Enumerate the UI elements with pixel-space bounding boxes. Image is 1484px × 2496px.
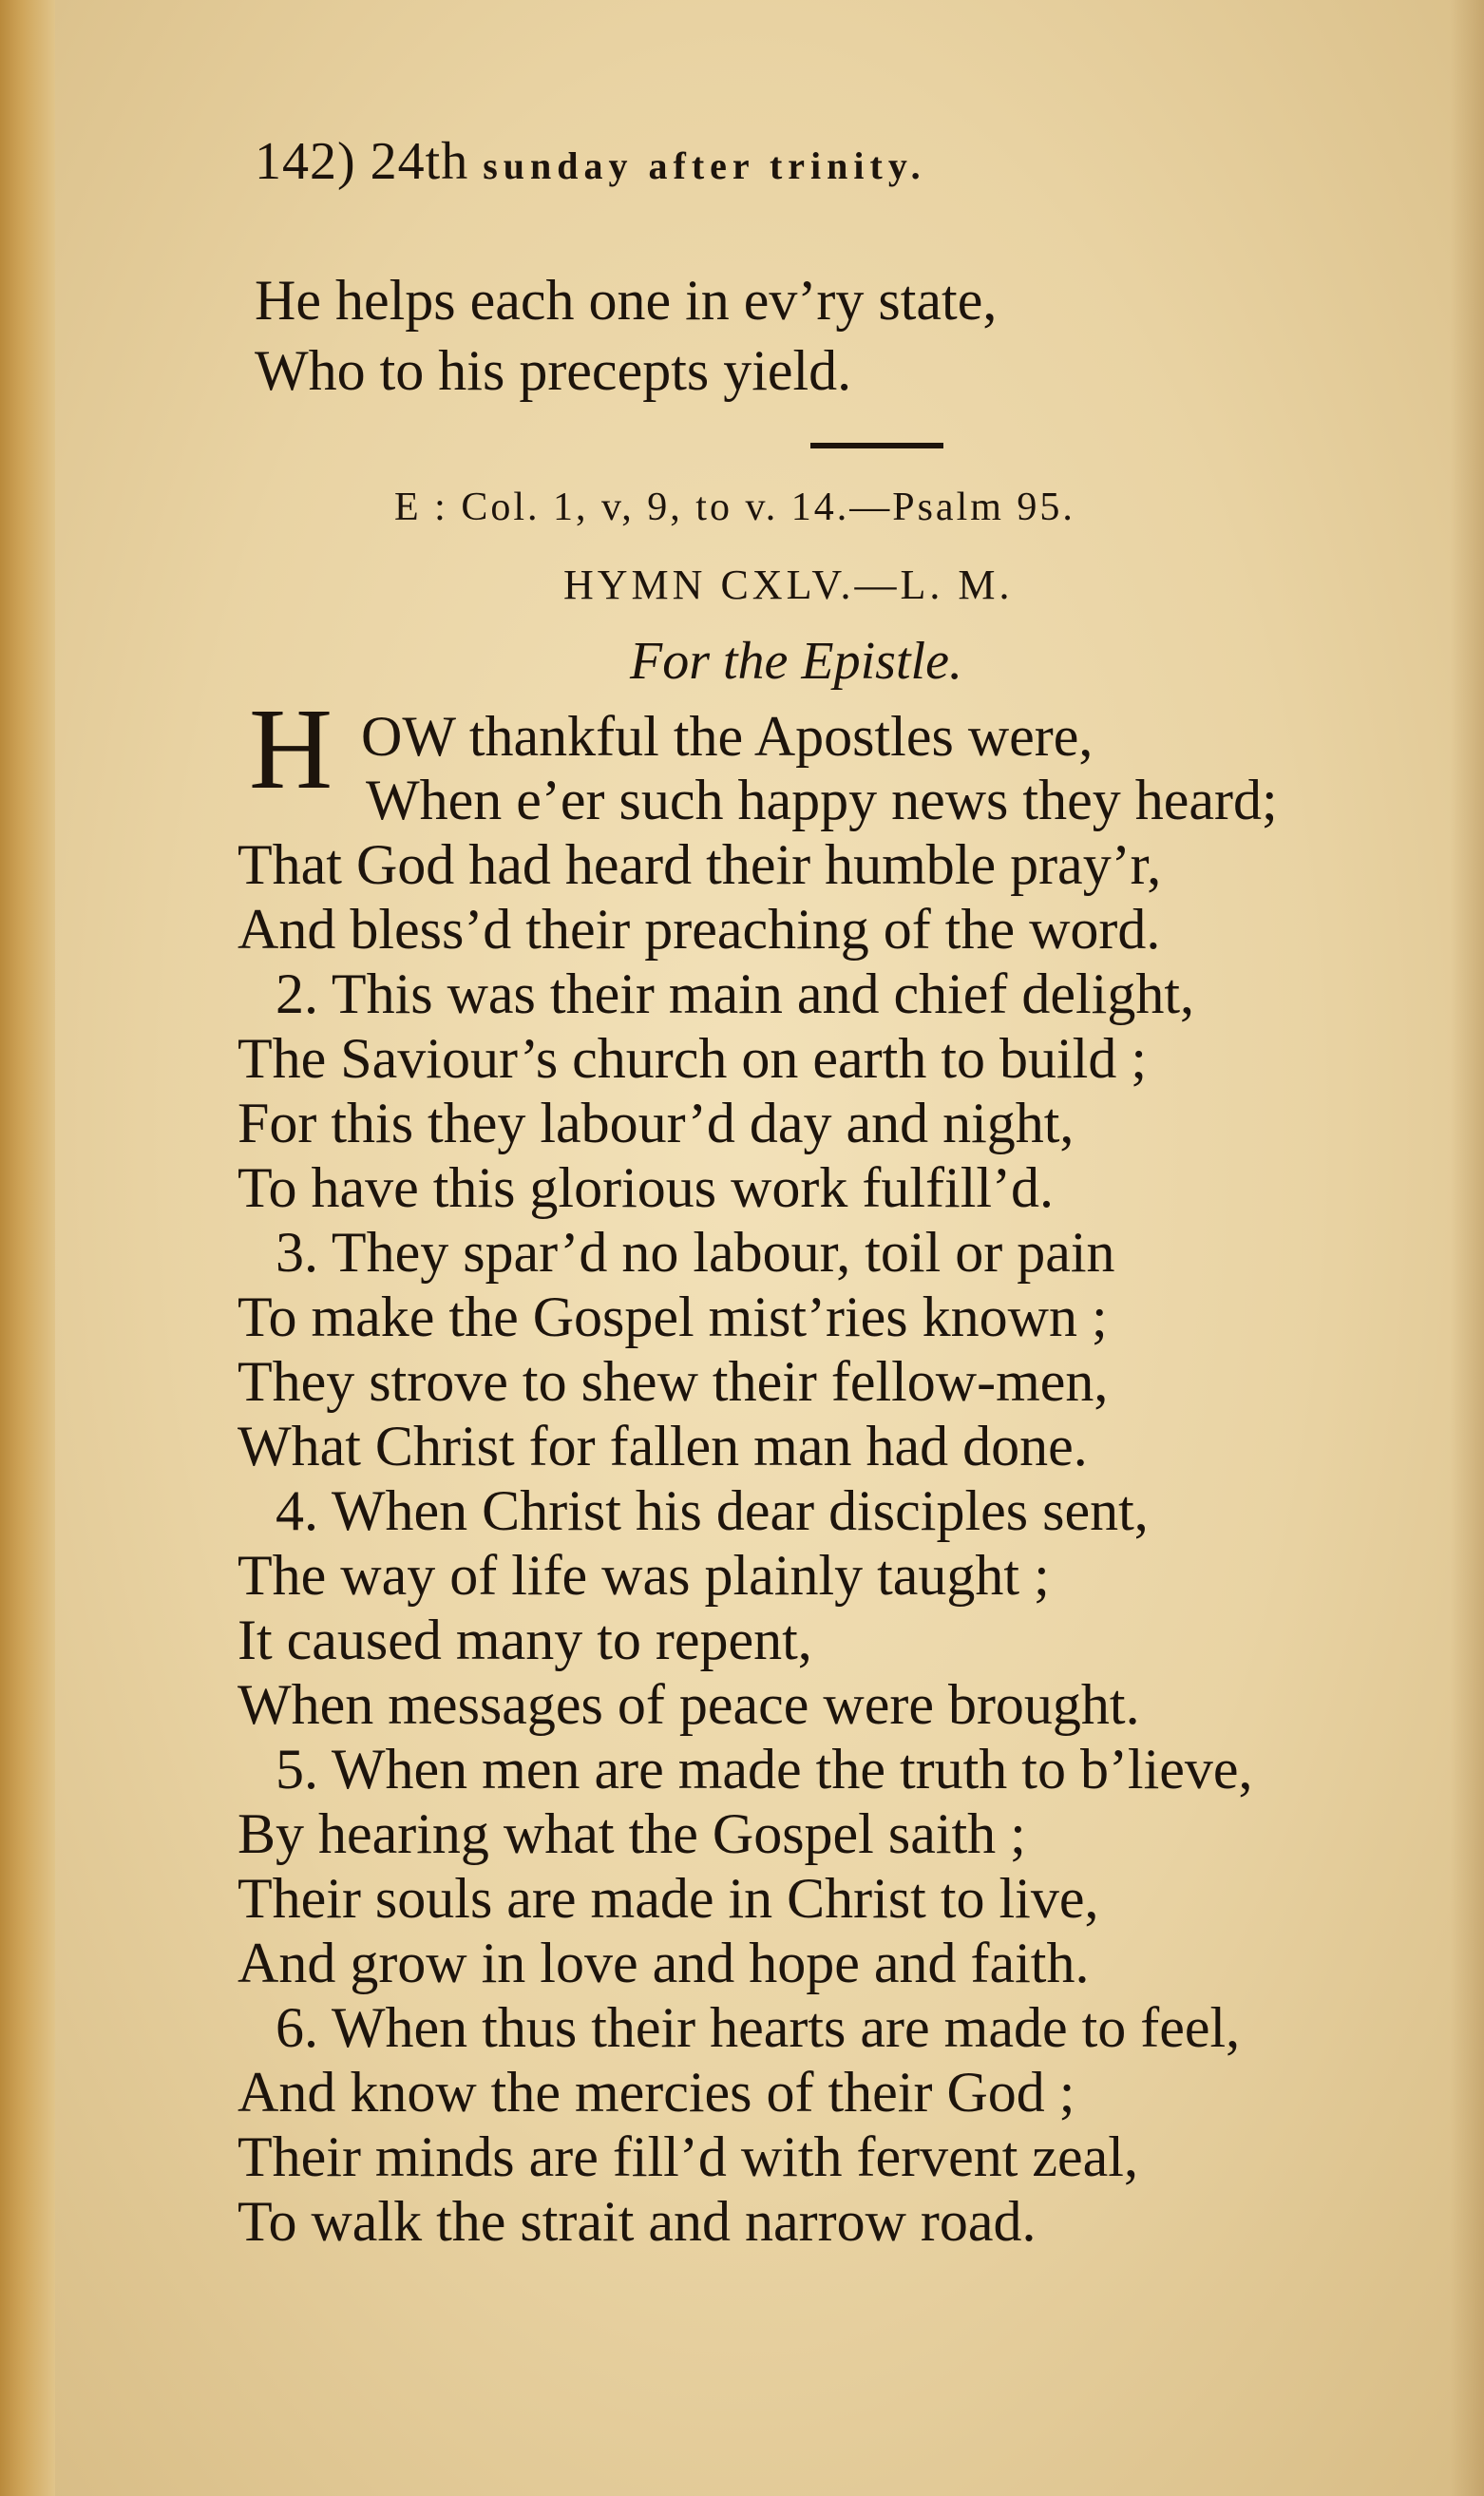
hymn-line: That God had heard their humble pray’r,: [238, 833, 1162, 896]
hymn-line: 4. When Christ his dear disciples sent,: [276, 1479, 1149, 1542]
hymn-line: 3. They spar’d no labour, toil or pain: [276, 1221, 1115, 1284]
hymn-line: To have this glorious work fulfill’d.: [238, 1156, 1055, 1219]
hymn-line: When messages of peace were brought.: [238, 1673, 1140, 1736]
running-head-ordinal: 24th: [370, 132, 469, 191]
page-edge-shadow: [1450, 0, 1484, 2496]
hymn-line: 5. When men are made the truth to b’lieve,: [276, 1738, 1253, 1801]
hymn-line: And bless’d their preaching of the word.: [238, 898, 1161, 961]
drop-cap: H: [249, 685, 333, 813]
hymn-line: What Christ for fallen man had done.: [238, 1415, 1088, 1477]
hymn-line: For this they labour’d day and night,: [238, 1092, 1075, 1154]
hymn-line: And grow in love and hope and faith.: [238, 1932, 1090, 1994]
page-gutter: [0, 0, 55, 2496]
opening-line-2: Who to his precepts yield.: [255, 339, 852, 402]
hymn-line: The way of life was plainly taught ;: [238, 1544, 1050, 1607]
page-number: 142): [255, 132, 356, 191]
hymn-line-1: OW thankful the Apostles were,: [361, 705, 1094, 768]
hymn-line: The Saviour’s church on earth to build ;: [238, 1027, 1148, 1090]
hymn-line: When e’er such happy news they heard;: [366, 769, 1278, 831]
hymn-line: 6. When thus their hearts are made to feel,: [276, 1996, 1241, 2059]
hymn-line: It caused many to repent,: [238, 1609, 812, 1671]
section-divider: [810, 443, 943, 448]
hymn-line: And know the mercies of their God ;: [238, 2061, 1075, 2124]
hymn-line: 2. This was their main and chief delight,: [276, 962, 1195, 1025]
hymn-title: HYMN CXLV.—L. M.: [563, 562, 1014, 608]
hymn-line: To make the Gospel mist’ries known ;: [238, 1286, 1108, 1348]
hymn-line: By hearing what the Gospel saith ;: [238, 1802, 1026, 1865]
hymn-line: Their souls are made in Christ to live,: [238, 1867, 1099, 1930]
hymn-subtitle: For the Epistle.: [630, 632, 962, 691]
epistle-reference: E : Col. 1, v, 9, to v. 14.—Psalm 95.: [394, 486, 1075, 529]
hymn-line: To walk the strait and narrow road.: [238, 2190, 1037, 2253]
running-head: [255, 131, 1328, 192]
running-head-title: sunday after trinity.: [483, 144, 926, 187]
hymn-line: Their minds are fill’d with fervent zeal,: [238, 2125, 1138, 2188]
opening-line-1: He helps each one in ev’ry state,: [255, 269, 998, 332]
hymn-line: They strove to shew their fellow-men,: [238, 1350, 1109, 1413]
